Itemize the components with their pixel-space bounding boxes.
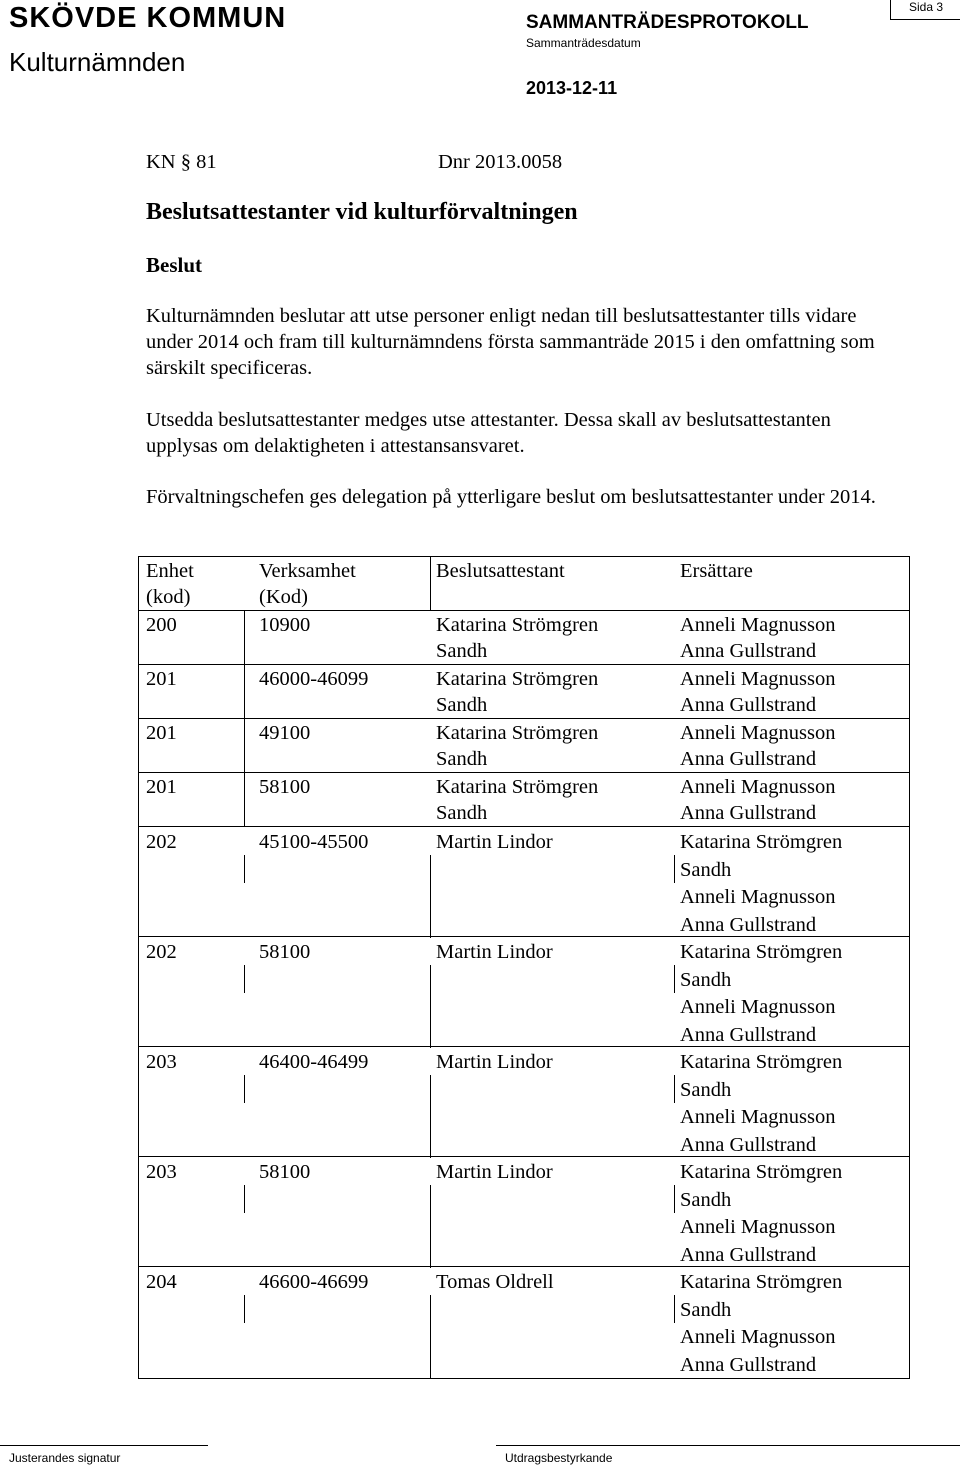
substitute-names [680, 720, 835, 772]
unit-code: 203 [146, 1051, 177, 1073]
substitute-line: Anneli Magnusson [680, 668, 836, 690]
substitute-line: Katarina Strömgren [680, 941, 843, 963]
activity-code: 49100 [259, 722, 311, 744]
attestant-name [436, 666, 598, 718]
activity-code: 46600-46699 [259, 1271, 369, 1293]
organization-name: SKÖVDE KOMMUN [9, 2, 287, 34]
column-header-activity-line: Verksamhet [259, 560, 356, 582]
unit-code: 200 [146, 614, 177, 636]
substitute-names [680, 1159, 842, 1269]
activity-code: 58100 [259, 1161, 311, 1183]
committee-name: Kulturnämnden [9, 47, 186, 77]
substitute-line: Anneli Magnusson [680, 1216, 836, 1238]
column-header-activity-line: (Kod) [259, 586, 308, 608]
decision-paragraph-2: Utsedda beslutsattestanter medges utse attestanter. Dessa skall av beslutsattestanten upplysas om delaktigheten i attestansansvaret. [146, 409, 831, 457]
substitute-line: Anneli Magnusson [680, 1106, 836, 1128]
attestant-name: Martin Lindor [436, 1161, 553, 1183]
substitute-line: Sandh [680, 1298, 732, 1321]
table-row [139, 773, 909, 827]
document-title: Beslutsattestanter vid kulturförvaltningen [146, 199, 578, 225]
attestant-name [436, 774, 598, 826]
substitute-names [680, 774, 835, 826]
substitute-names [680, 1049, 842, 1159]
substitute-line: Anneli Magnusson [680, 996, 836, 1018]
substitute-line: Anneli Magnusson [680, 722, 836, 744]
attestant-line: Sandh [436, 802, 488, 824]
substitute-line: Anna Gullstrand [680, 748, 817, 770]
attestant-line: Katarina Strömgren [436, 614, 599, 636]
attestant-name: Martin Lindor [436, 941, 553, 963]
protocol-title: SAMMANTRÄDESPROTOKOLL [526, 12, 809, 33]
footer-rule [496, 1445, 960, 1446]
unit-code: 204 [146, 1271, 177, 1293]
substitute-names [680, 666, 835, 718]
column-header-unit-line: (kod) [146, 586, 191, 608]
table-row [139, 1047, 909, 1157]
table-header-row [139, 557, 909, 611]
activity-code: 45100-45500 [259, 831, 369, 853]
substitute-line: Sandh [680, 1188, 732, 1211]
page-header [0, 0, 960, 110]
meeting-date: 2013-12-11 [526, 78, 618, 98]
substitute-line: Anna Gullstrand [680, 694, 817, 716]
attestant-line: Sandh [436, 694, 488, 716]
footer-rule [0, 1445, 208, 1446]
substitute-line: Anneli Magnusson [680, 776, 836, 798]
substitute-names [680, 939, 842, 1049]
attestant-line: Katarina Strömgren [436, 668, 599, 690]
table-row [139, 1267, 909, 1377]
activity-code: 58100 [259, 776, 311, 798]
substitute-names [680, 612, 835, 664]
attestant-table [138, 556, 910, 1379]
page-number: Sida 3 [890, 0, 960, 20]
column-header-activity [259, 558, 356, 610]
substitute-line: Katarina Strömgren [680, 1161, 843, 1183]
activity-code: 10900 [259, 614, 311, 636]
unit-code: 203 [146, 1161, 177, 1183]
attestant-line: Sandh [436, 640, 488, 662]
column-header-unit [146, 558, 194, 610]
decision-paragraph-1: Kulturnämnden beslutar att utse personer enligt nedan till beslutsattestanter tills vidare under 2014 och fram till kulturnämndens första sammanträde 2015 i den omfattning som särskilt specificeras. [146, 305, 875, 379]
substitute-line: Anna Gullstrand [680, 802, 817, 824]
table-row [139, 719, 909, 773]
unit-code: 201 [146, 668, 177, 690]
unit-code: 201 [146, 776, 177, 798]
attestant-line: Katarina Strömgren [436, 722, 599, 744]
substitute-line: Anneli Magnusson [680, 614, 836, 636]
attestant-name: Tomas Oldrell [436, 1271, 554, 1293]
meeting-date-label: Sammanträdesdatum [526, 36, 641, 50]
substitute-line: Anna Gullstrand [680, 1243, 817, 1266]
attestant-name [436, 720, 598, 772]
diary-number: Dnr 2013.0058 [438, 151, 563, 173]
substitute-line: Anneli Magnusson [680, 886, 836, 908]
unit-code: 202 [146, 941, 177, 963]
substitute-line: Anna Gullstrand [680, 1133, 817, 1156]
substitute-names [680, 829, 842, 939]
substitute-names [680, 1269, 842, 1379]
substitute-line: Anna Gullstrand [680, 1353, 817, 1376]
attestant-name [436, 612, 598, 664]
attestant-name: Martin Lindor [436, 831, 553, 853]
substitute-line: Sandh [680, 1078, 732, 1101]
case-id: KN § 81 [146, 151, 217, 173]
column-header-attestant: Beslutsattestant [436, 560, 565, 582]
signature-label: Justerandes signatur [9, 1451, 121, 1465]
attestant-line: Katarina Strömgren [436, 776, 599, 798]
substitute-line: Anna Gullstrand [680, 1023, 817, 1046]
extract-label: Utdragsbestyrkande [505, 1451, 613, 1465]
attestant-line: Sandh [436, 748, 488, 770]
substitute-line: Anna Gullstrand [680, 640, 817, 662]
activity-code: 58100 [259, 941, 311, 963]
table-row [139, 1157, 909, 1267]
substitute-line: Sandh [680, 858, 732, 881]
activity-code: 46400-46499 [259, 1051, 369, 1073]
table-row [139, 937, 909, 1047]
substitute-line: Katarina Strömgren [680, 1271, 843, 1293]
decision-heading: Beslut [146, 253, 203, 277]
column-header-substitute: Ersättare [680, 560, 753, 582]
table-row [139, 827, 909, 937]
table-row [139, 665, 909, 719]
activity-code: 46000-46099 [259, 668, 369, 690]
substitute-line: Anneli Magnusson [680, 1326, 836, 1348]
substitute-line: Katarina Strömgren [680, 1051, 843, 1073]
substitute-line: Sandh [680, 968, 732, 991]
unit-code: 201 [146, 722, 177, 744]
substitute-line: Anna Gullstrand [680, 913, 817, 936]
decision-paragraph-3: Förvaltningschefen ges delegation på ytterligare beslut om beslutsattestanter under 2014. [146, 486, 876, 508]
column-header-unit-line: Enhet [146, 560, 194, 582]
table-row [139, 611, 909, 665]
attestant-name: Martin Lindor [436, 1051, 553, 1073]
unit-code: 202 [146, 831, 177, 853]
substitute-line: Katarina Strömgren [680, 831, 843, 853]
